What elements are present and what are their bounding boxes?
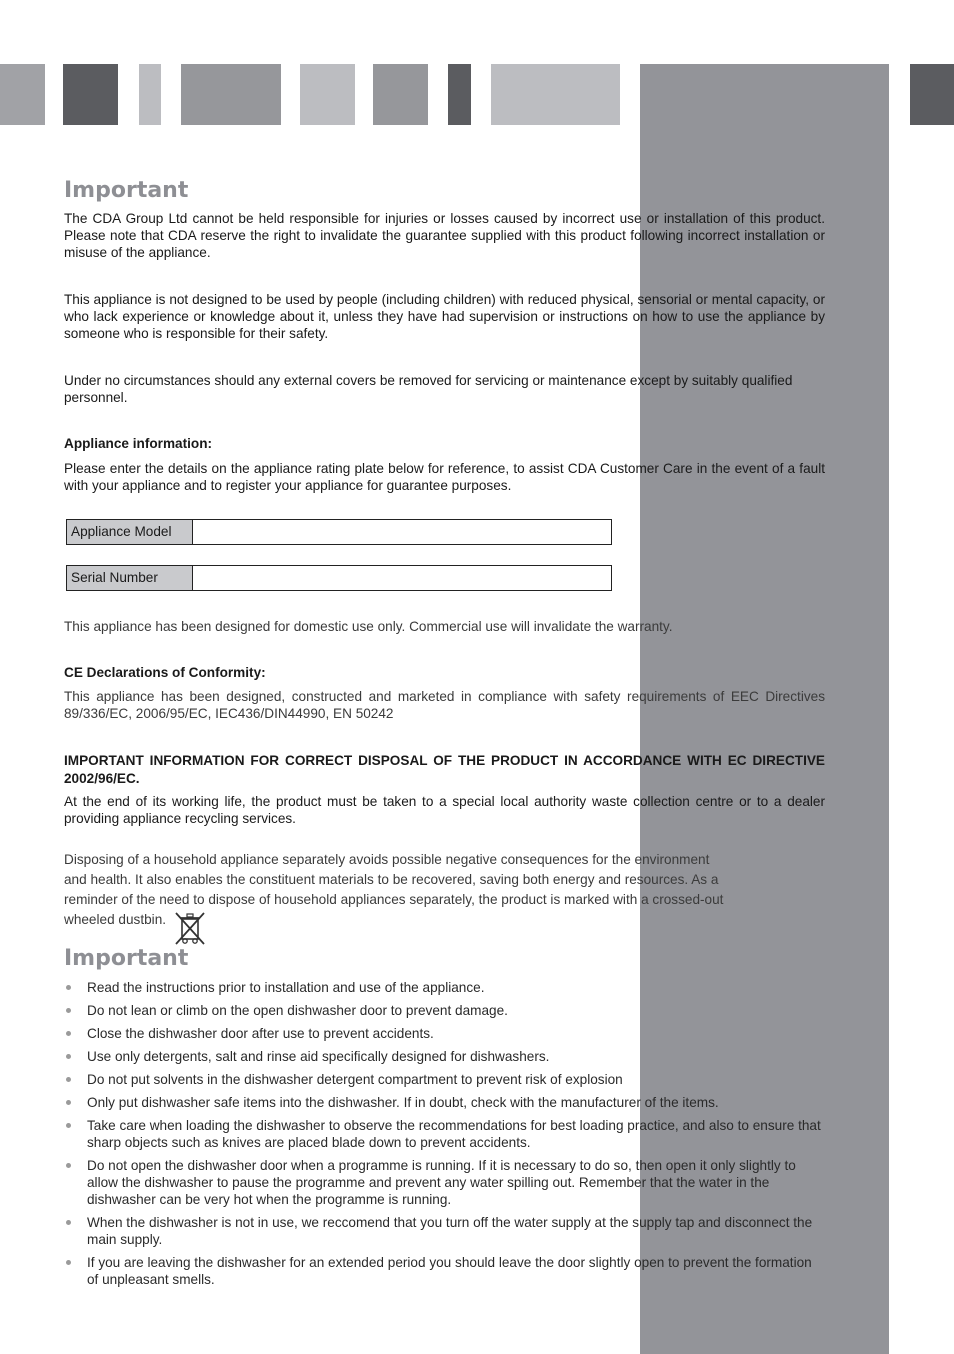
header-block-1 [0, 64, 45, 125]
crossed-out-wheeled-bin-icon [174, 910, 206, 946]
ce-paragraph: This appliance has been designed, constructed and marketed in compliance with safety requirements of EEC Directives 89/336/EC, 2006/95/EC, IEC436/DIN44990, EN 50242 [64, 689, 825, 721]
list-item: Take care when loading the dishwasher to observe the recommendations for best loading practice, and also to ensure that sharp objects such as knives are placed blade down to prevent accidents. [64, 1117, 825, 1151]
important-heading-2: Important [64, 946, 189, 971]
serial-number-label: Serial Number [67, 566, 193, 590]
header-block-7 [448, 64, 471, 125]
serial-number-value[interactable] [193, 566, 611, 590]
disposal-section [64, 793, 825, 827]
disposal-heading: IMPORTANT INFORMATION FOR CORRECT DISPOSAL OF THE PRODUCT IN ACCORDANCE WITH EC DIRECTIVE 2002/96/EC. [64, 753, 825, 786]
header-block-4 [181, 64, 281, 125]
capacity-paragraph: This appliance is not designed to be used by people (including children) with reduced physical, sensorial or mental capacity, or who lack experience or knowledge about it, unless they have had supervision or instructions on how to use the appliance by someone who is responsible for their safety. [64, 292, 825, 341]
domestic-note-section [64, 618, 825, 635]
list-item: Use only detergents, salt and rinse aid specifically designed for dishwashers. [64, 1048, 825, 1065]
covers-section [64, 372, 825, 406]
appliance-info-paragraph: Please enter the details on the appliance rating plate below for reference, to assist CDA Customer Care in the event of a fault with your appliance and to register your appliance for guarantee purposes. [64, 461, 825, 493]
list-item: Do not lean or climb on the open dishwasher door to prevent damage. [64, 1002, 825, 1019]
list-item: When the dishwasher is not in use, we reccomend that you turn off the water supply at the supply tap and disconnect the main supply. [64, 1214, 825, 1248]
responsibility-paragraph: The CDA Group Ltd cannot be held responsible for injuries or losses caused by incorrect use or installation of this product. Please note that CDA reserve the right to invalidate the guarantee supplied with this product following incorrect installation or misuse of the appliance. [64, 211, 825, 260]
ce-section [64, 688, 825, 722]
header-block-3 [139, 64, 161, 125]
header-block-6 [373, 64, 428, 125]
header-block-5 [300, 64, 355, 125]
covers-paragraph: Under no circumstances should any external covers be removed for servicing or maintenance except by suitably qualified personnel. [64, 373, 793, 405]
appliance-info-section [64, 460, 825, 494]
header-block-2 [63, 64, 118, 125]
serial-number-field [66, 565, 612, 591]
appliance-model-value[interactable] [193, 520, 611, 544]
domestic-use-note: This appliance has been designed for domestic use only. Commercial use will invalidate the warranty. [64, 619, 673, 634]
list-item: Read the instructions prior to installation and use of the appliance. [64, 979, 825, 996]
important-section-1 [64, 210, 825, 261]
important-list [64, 979, 825, 1294]
ce-heading: CE Declarations of Conformity: [64, 665, 266, 680]
capacity-section [64, 291, 825, 342]
header-block-9 [910, 64, 954, 125]
disposal-line-4: wheeled dustbin. [64, 912, 167, 927]
appliance-model-field [66, 519, 612, 545]
appliance-info-heading: Appliance information: [64, 436, 213, 451]
header-block-8 [491, 64, 620, 125]
disposal-line-2: and health. It also enables the constituent materials to be recovered, saving both energy and resources. As a [64, 872, 719, 887]
list-item: Close the dishwasher door after use to prevent accidents. [64, 1025, 825, 1042]
appliance-model-label: Appliance Model [67, 520, 193, 544]
disposal-line-1: Disposing of a household appliance separately avoids possible negative consequences for the environment [64, 852, 710, 867]
list-item: Only put dishwasher safe items into the dishwasher. If in doubt, check with the manufacturer of the items. [64, 1094, 825, 1111]
disposal-line-3: reminder of the need to dispose of household appliances separately, the product is marked with a crossed-out [64, 892, 724, 907]
important-heading-1: Important [64, 178, 189, 203]
list-item: Do not open the dishwasher door when a programme is running. If it is necessary to do so, then open it only slightly to allow the dishwasher to pause the programme and prevent any water spilling out. Remember that the water in the dishwasher can be very hot when the programme is running. [64, 1157, 825, 1208]
list-item: If you are leaving the dishwasher for an extended period you should leave the door slightly open to prevent the formation of unpleasant smells. [64, 1254, 825, 1288]
list-item: Do not put solvents in the dishwasher detergent compartment to prevent risk of explosion [64, 1071, 825, 1088]
disposal-paragraph: At the end of its working life, the product must be taken to a special local authority waste collection centre or to a dealer providing appliance recycling services. [64, 794, 825, 826]
